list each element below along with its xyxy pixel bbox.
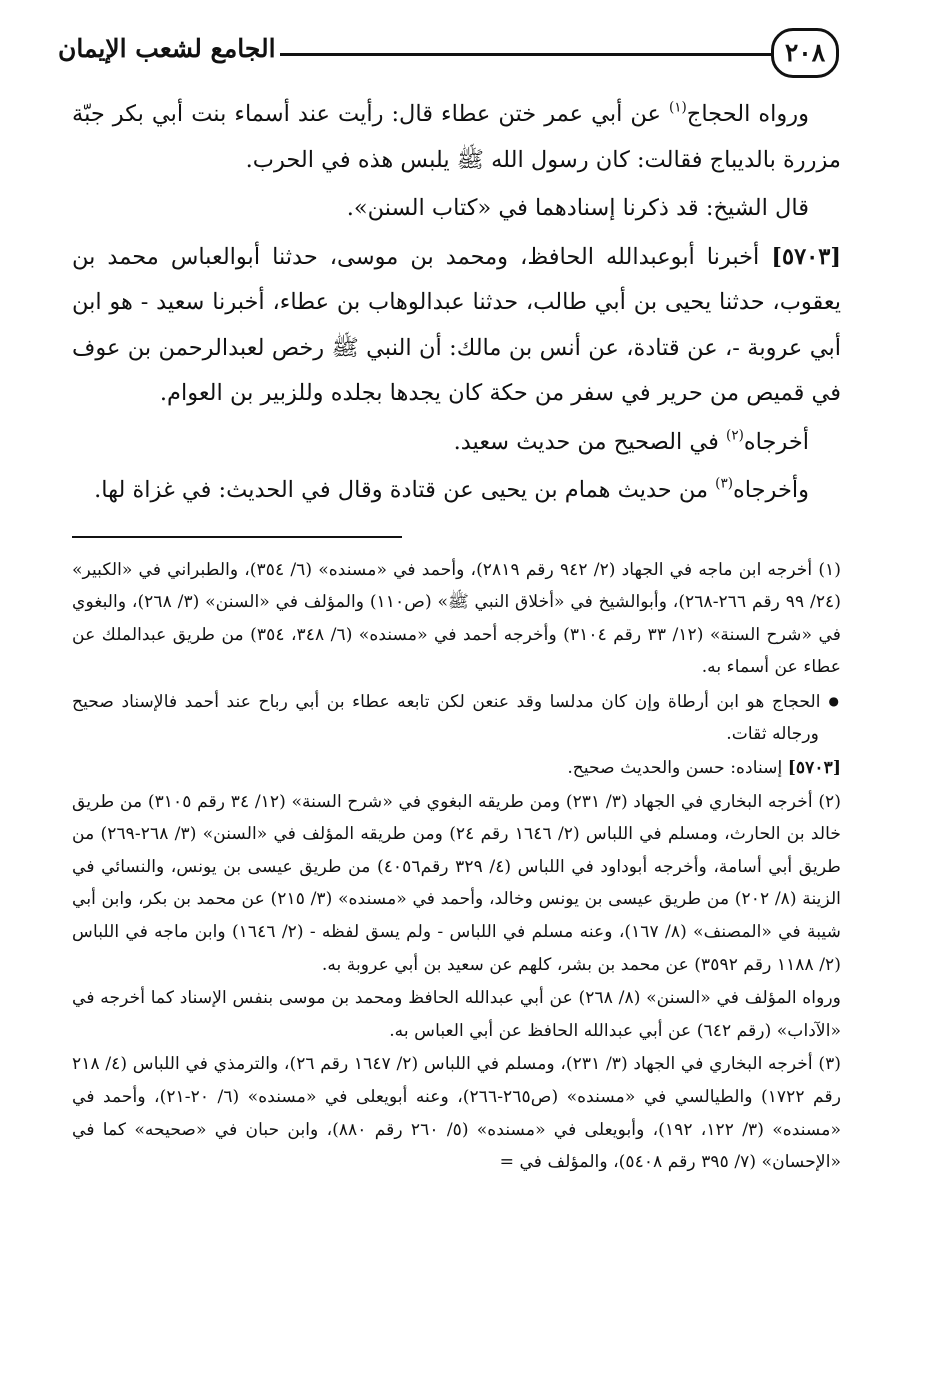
paragraph-shaykh: قال الشيخ: قد ذكرنا إسنادهما في «كتاب السنن». xyxy=(346,195,809,221)
footnote-2-continued: ورواه المؤلف في «السنن» (٨/ ٢٦٨) عن أبي عبدالله الحافظ ومحمد بن موسى بنفس الإسناد كما أخرجه في «الآداب» (رقم ٦٤٢) عن أبي عبدالله الحافظ عن أبي العباس به. xyxy=(72,988,841,1041)
footnote-1: (١) أخرجه ابن ماجه في الجهاد (٢/ ٩٤٢ رقم ٢٨١٩)، وأحمد في «مسنده» (٦/ ٣٥٤)، والطبراني في «الكبير» (٢٤/ ٩٩ رقم ٢٦٦-٢٦٨)، وأبوالشيخ في «أخلاق النبي ﷺ» (ص١١٠) والمؤلف في «السنن» (٣/ ٢٦٨)، والبغوي في «شرح السنة» (١٢/ ٣٣ رقم ٣١٠٤) وأخرجه أحمد في «مسنده» (٦/ ٣٤٨، ٣٥٤) من طريق عبدالملك عن عطاء عن أسماء به. xyxy=(72,559,841,678)
paragraph-wa-akhrajahu: وأخرجاه$^{(٣)}$ من حديث همام بن يحيى عن قتادة وقال في الحديث: في غزاة لها. xyxy=(94,475,809,503)
hadith-number: [٥٧٠٣] xyxy=(771,243,841,270)
footnote-separator xyxy=(72,536,402,538)
footnote-marker-3: (٣) xyxy=(715,475,733,492)
footnote-2: (٢) أخرجه البخاري في الجهاد (٣/ ٢٣١) ومن طريقه البغوي في «شرح السنة» (١٢/ ٣٤ رقم ٣١٠٥) من طريق خالد بن الحارث، ومسلم في اللباس (٢/ ١٦٤٦ رقم ٢٤) ومن طريقه المؤلف في «السنن» (٣/ ٢٦٨-٢٦٩) من طريق أبي أسامة، وأخرجه أبوداود في اللباس (٤/ ٣٢٩ رقم٤٠٥٦) من طريق عيسى بن يونس، والنسائي في الزينة (٨/ ٢٠٢) من طريق عيسى بن يونس وخالد، وأحمد في «مسنده» (٣/ ٢١٥) عن محمد بن بكر، وابن أبي شيبة في «المصنف» (٨/ ١٦٧)، وعنه مسلم في اللباس - ولم يسق لفظه - (٢/ ١٦٤٦) وابن ماجه في اللباس (٢/ ١١٨٨ رقم ٣٥٩٢) عن محمد بن بشر، كلهم عن سعيد بن أبي عروبة به. xyxy=(72,791,841,975)
page-number: ٢٠٨ xyxy=(771,28,839,78)
hadith-5703: [٥٧٠٣] أخبرنا أبوعبدالله الحافظ، ومحمد بن موسى، حدثنا أبوالعباس محمد بن يعقوب، حدثنا يحيى بن أبي طالب، حدثنا عبدالوهاب بن عطاء، أخبرنا سعيد - هو ابن أبي عروبة -، عن قتادة، عن أنس بن مالك: أن النبي ﷺ رخص لعبدالرحمن بن عوف في قميص من حرير في سفر من حكة كان يجدها بجلده وللزبير بن العوام. xyxy=(72,243,841,406)
header-rule xyxy=(280,53,773,56)
footnote-3: (٣) أخرجه البخاري في الجهاد (٣/ ٢٣١)، ومسلم في اللباس (٢/ ١٦٤٧ رقم ٢٦)، والترمذي في اللباس (٤/ ٢١٨ رقم ١٧٢٢) والطيالسي في «مسنده» (ص٢٦٥-٢٦٦)، وعنه أبويعلى في «مسنده» (٦/ ٢٠-٢١)، وأحمد في «مسنده» (٣/ ١٢٢، ١٩٢)، وأبويعلى في «مسنده» (٥/ ٢٦٠ رقم ٨٨٠)، وابن حبان في «صحيحه» كما في «الإحسان» (٧/ ٣٩٥ رقم ٥٤٠٨)، والمؤلف في = xyxy=(72,1054,842,1173)
page-body xyxy=(72,92,841,1180)
paragraph-akhrajahu: أخرجاه$^{(٢)}$ في الصحيح من حديث سعيد. xyxy=(453,427,809,455)
paragraph-hajjaj: ورواه الحجاج$^{(١)}$ عن أبي عمر ختن عطاء قال: رأيت عند أسماء بنت أبي بكر جبّة مزررة بالديباج فقالت: كان رسول الله ﷺ يلبس هذه في الحرب. xyxy=(72,99,841,173)
footnotes xyxy=(72,554,841,1179)
footnote-marker-1: (١) xyxy=(668,99,687,116)
main-text xyxy=(72,92,841,514)
footnote-1-comment: ● الحجاج هو ابن أرطاة وإن كان مدلسا وقد عنعن لكن تابعه عطاء بن أبي رباح عند أحمد فالإسناد صحيح ورجاله ثقات. xyxy=(72,685,841,751)
page-header xyxy=(58,28,839,80)
isnad-grade: [٥٧٠٣] إسناده: حسن والحديث صحيح. xyxy=(567,758,841,779)
footnote-marker-2: (٢) xyxy=(726,427,744,444)
book-title: الجامع لشعب الإيمان xyxy=(58,34,276,63)
